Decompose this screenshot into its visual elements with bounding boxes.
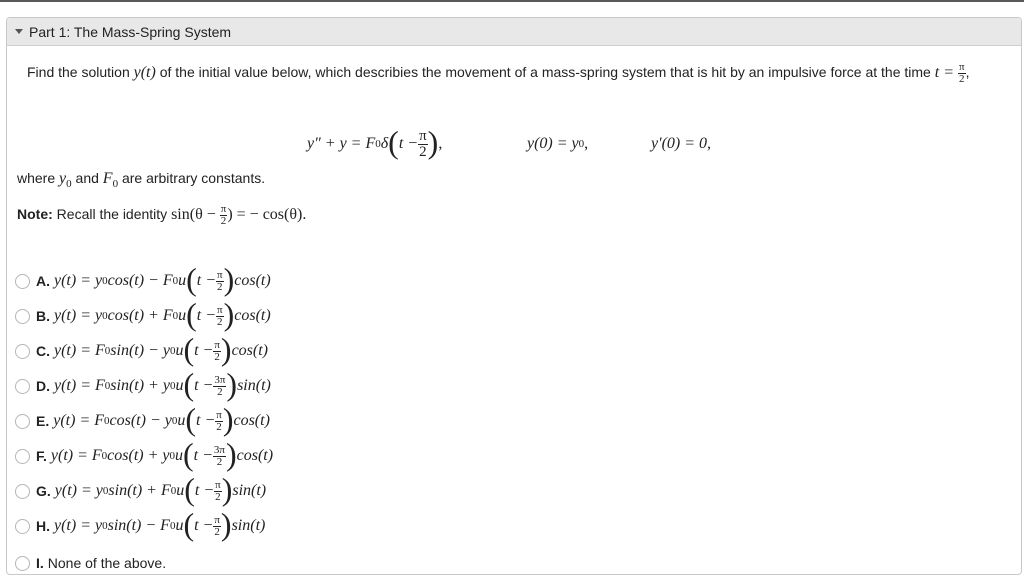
ode: y″ + y = F 0 δ ( t − $\frac{\pi}{2}$ ) , [307,124,443,160]
option-a[interactable]: A. y(t) = y 0 cos(t) − F 0 u ( t − $\frac{\pi}{2}$ ) cos(t) [15,264,271,298]
option-d[interactable]: D. y(t) = F 0 sin(t) + y 0 u ( t − $\frac{3\pi}{2}$ ) sin(t) [15,369,271,403]
option-h[interactable]: H. y(t) = y 0 sin(t) − F 0 u ( t − $\frac{\pi}{2}$ ) sin(t) [15,509,265,543]
pi-over-two: $\frac{\pi}{2}$ [419,127,427,160]
radio-button[interactable] [15,414,30,429]
ivp-equation [7,122,1023,166]
panel-header[interactable] [7,18,1021,46]
radio-button[interactable] [15,556,30,571]
collapse-triangle-icon[interactable] [15,29,23,34]
option-i[interactable]: I. None of the above. [15,546,166,580]
option-g[interactable]: G. y(t) = y 0 sin(t) + F 0 u ( t − $\frac{\pi}{2}$ ) sin(t) [15,474,266,508]
radio-button[interactable] [15,344,30,359]
option-e[interactable]: E. y(t) = F 0 cos(t) − y 0 u ( t − $\frac{\pi}{2}$ ) cos(t) [15,404,270,438]
option-b[interactable]: B. y(t) = y 0 cos(t) + F 0 u ( t − $\frac{\pi}{2}$ ) cos(t) [15,299,271,333]
note-line: Note: Recall the identity sin(θ − $\frac{\pi}{2}$ ) = − cos(θ). [17,203,307,227]
radio-button[interactable] [15,379,30,394]
initial-condition-2: y′(0) = 0, [651,135,712,152]
top-divider [0,0,1024,2]
option-f[interactable]: F. y(t) = F 0 cos(t) + y 0 u ( t − $\frac{3\pi}{2}$ ) cos(t) [15,439,273,473]
pi-over-two: $\frac{\pi}{2}$ [959,61,965,85]
radio-button[interactable] [15,484,30,499]
where-line: where $y_0$ and $F_0$ are arbitrary constants. [17,170,266,190]
radio-button[interactable] [15,274,30,289]
radio-button[interactable] [15,449,30,464]
radio-button[interactable] [15,309,30,324]
option-c[interactable]: C. y(t) = F 0 sin(t) − y 0 u ( t − $\frac{\pi}{2}$ ) cos(t) [15,334,268,368]
pi-over-two: $\frac{\pi}{2}$ [220,203,227,227]
y-of-t: y(t) [133,64,156,82]
note-label: Note: [17,206,53,223]
radio-button[interactable] [15,519,30,534]
question-panel [6,17,1022,575]
problem-statement: Find the solution y(t) of the initial value below, which describies the movement of a mass-spring system that is hit by an impulsive force at the time t = $\frac{\pi}{2}$ , [27,61,970,85]
panel-title: Part 1: The Mass-Spring System [29,23,232,40]
initial-condition-1: y(0) = y 0 , [527,135,589,152]
